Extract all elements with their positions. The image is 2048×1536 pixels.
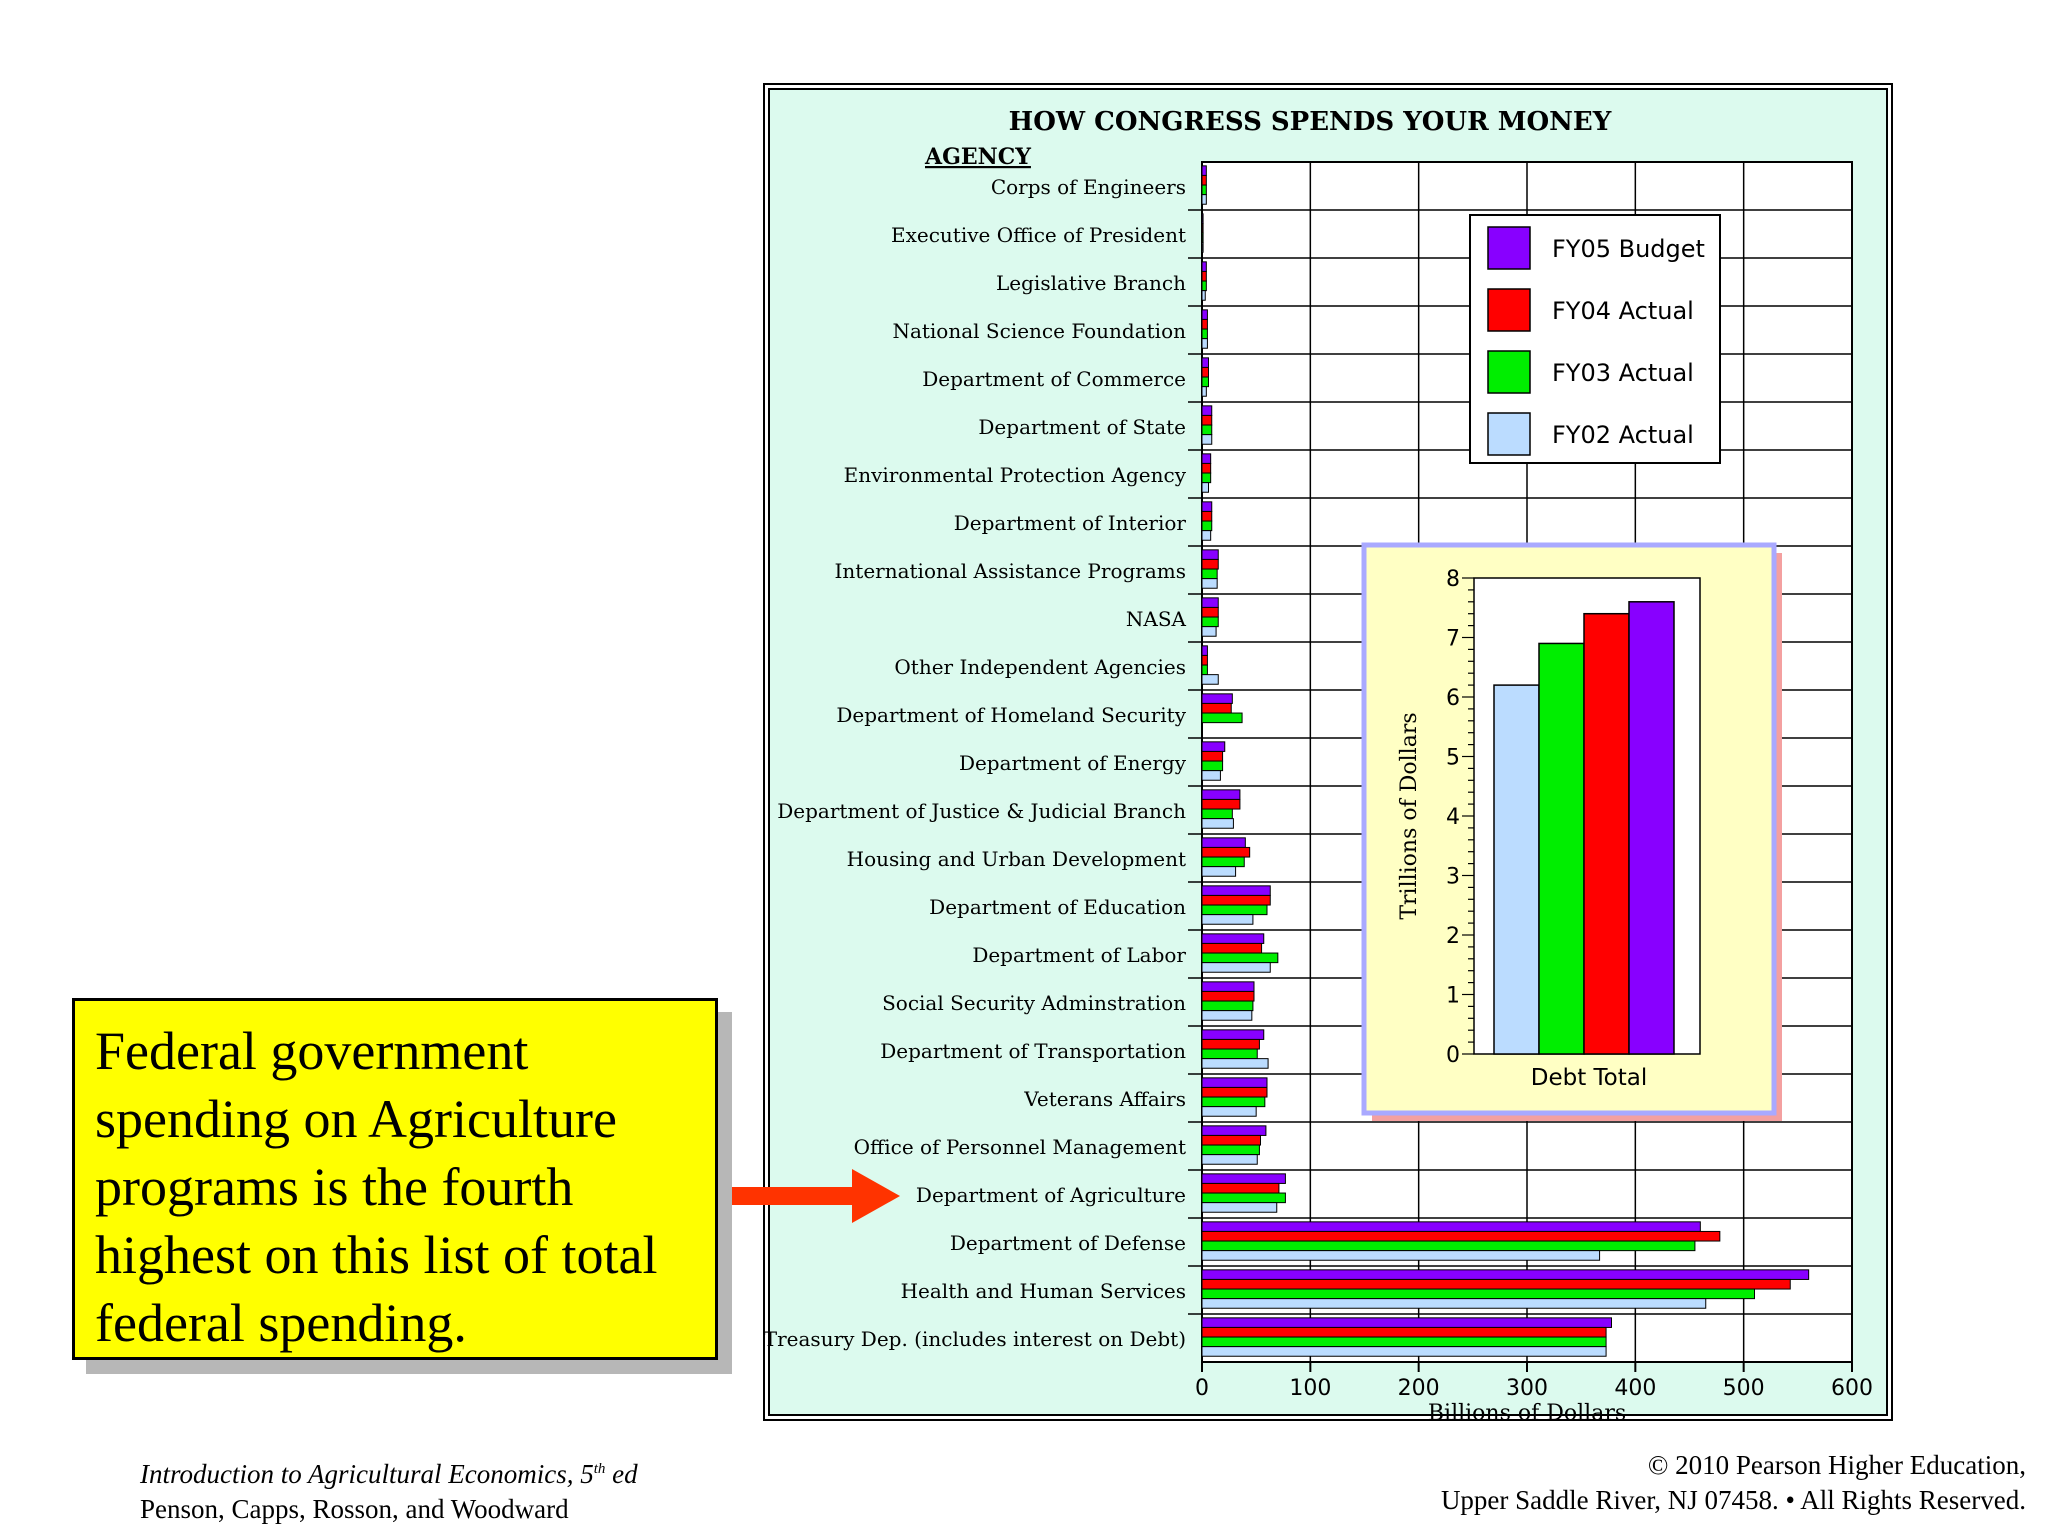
bar-fy05-budget-department-of-education <box>1202 886 1270 896</box>
bar-fy03-actual-department-of-commerce <box>1202 377 1209 387</box>
bar-fy04-actual-nasa <box>1202 607 1218 617</box>
category-label-department-of-education: Department of Education <box>929 895 1186 919</box>
legend-swatch-fy03-actual <box>1488 351 1530 393</box>
category-label-department-of-transportation: Department of Transportation <box>880 1039 1186 1063</box>
inset-y-tick-label: 4 <box>1446 805 1460 830</box>
x-tick-label: 0 <box>1195 1376 1209 1401</box>
bar-fy05-budget-department-of-transportation <box>1202 1030 1264 1040</box>
bar-fy05-budget-department-of-interior <box>1202 502 1212 512</box>
bar-fy04-actual-department-of-energy <box>1202 751 1223 761</box>
bar-fy05-budget-department-of-commerce <box>1202 358 1209 368</box>
bar-fy02-actual-department-of-commerce <box>1202 387 1206 397</box>
callout-text: Federal government spending on Agriculture programs is the fourth highest on this list of total federal spending. <box>95 1021 658 1353</box>
arrow-shaft <box>726 1187 856 1205</box>
x-tick-label: 500 <box>1722 1376 1765 1401</box>
bar-fy02-actual-department-of-state <box>1202 435 1212 445</box>
inset-bar-fy05-budget <box>1629 602 1674 1054</box>
x-tick-label: 600 <box>1831 1376 1873 1401</box>
category-label-veterans-affairs: Veterans Affairs <box>1024 1087 1186 1111</box>
bar-fy02-actual-executive-office-of-president <box>1202 243 1203 253</box>
x-tick-label: 400 <box>1614 1376 1657 1401</box>
bar-fy02-actual-department-of-agriculture <box>1202 1203 1277 1213</box>
category-label-department-of-commerce: Department of Commerce <box>922 367 1186 391</box>
bar-fy02-actual-department-of-education <box>1202 915 1253 925</box>
legend-label-fy04-actual: FY04 Actual <box>1552 297 1694 325</box>
bar-fy02-actual-nasa <box>1202 627 1216 637</box>
footer-copyright <box>1441 1448 2026 1518</box>
bar-fy03-actual-department-of-state <box>1202 425 1212 435</box>
bar-fy04-actual-department-of-justice-judicial-branch <box>1202 799 1240 809</box>
bar-fy03-actual-international-assistance-programs <box>1202 569 1217 579</box>
bar-fy03-actual-treasury-dep-includes-interest-on-debt <box>1202 1337 1606 1347</box>
bar-fy03-actual-veterans-affairs <box>1202 1097 1265 1107</box>
bar-fy04-actual-treasury-dep-includes-interest-on-debt <box>1202 1327 1606 1337</box>
category-label-department-of-homeland-security: Department of Homeland Security <box>836 703 1186 727</box>
copyright-line-1: © 2010 Pearson Higher Education, <box>1647 1450 2026 1480</box>
category-label-environmental-protection-agency: Environmental Protection Agency <box>843 463 1186 487</box>
category-label-health-and-human-services: Health and Human Services <box>900 1279 1186 1303</box>
category-label-department-of-energy: Department of Energy <box>958 751 1186 775</box>
inset-y-tick-label: 6 <box>1446 686 1460 711</box>
bar-fy03-actual-department-of-labor <box>1202 953 1278 963</box>
bar-fy04-actual-department-of-education <box>1202 895 1270 905</box>
bar-fy04-actual-international-assistance-programs <box>1202 559 1218 569</box>
legend-swatch-fy04-actual <box>1488 289 1530 331</box>
bar-fy05-budget-department-of-labor <box>1202 934 1264 944</box>
bar-fy02-actual-office-of-personnel-management <box>1202 1155 1257 1165</box>
footer-book-info <box>140 1452 638 1527</box>
bar-fy02-actual-department-of-defense <box>1202 1251 1600 1261</box>
bar-fy05-budget-housing-and-urban-development <box>1202 838 1245 848</box>
legend-label-fy05-budget: FY05 Budget <box>1552 235 1705 263</box>
category-label-legislative-branch: Legislative Branch <box>996 271 1186 295</box>
bar-fy05-budget-legislative-branch <box>1202 262 1206 272</box>
x-tick-label: 200 <box>1397 1376 1440 1401</box>
category-label-department-of-agriculture: Department of Agriculture <box>915 1183 1186 1207</box>
legend-label-fy02-actual: FY02 Actual <box>1552 421 1694 449</box>
category-label-department-of-interior: Department of Interior <box>953 511 1186 535</box>
bar-fy02-actual-environmental-protection-agency <box>1202 483 1209 493</box>
bar-fy04-actual-department-of-homeland-security <box>1202 703 1231 713</box>
bar-fy05-budget-treasury-dep-includes-interest-on-debt <box>1202 1318 1612 1328</box>
book-authors: Penson, Capps, Rosson, and Woodward <box>140 1494 569 1524</box>
bar-fy05-budget-department-of-energy <box>1202 742 1225 752</box>
legend-label-fy03-actual: FY03 Actual <box>1552 359 1694 387</box>
legend-swatch-fy02-actual <box>1488 413 1530 455</box>
bar-fy04-actual-corps-of-engineers <box>1202 175 1206 185</box>
bar-fy02-actual-department-of-labor <box>1202 963 1270 973</box>
bar-fy05-budget-environmental-protection-agency <box>1202 454 1211 464</box>
bar-fy05-budget-department-of-defense <box>1202 1222 1700 1232</box>
inset-y-tick-label: 3 <box>1446 864 1460 890</box>
bar-fy03-actual-department-of-interior <box>1202 521 1212 531</box>
category-label-department-of-defense: Department of Defense <box>949 1231 1186 1255</box>
bar-fy05-budget-nasa <box>1202 598 1218 608</box>
bar-fy03-actual-health-and-human-services <box>1202 1289 1755 1299</box>
bar-fy04-actual-social-security-adminstration <box>1202 991 1254 1001</box>
inset-bar-fy03-actual <box>1539 643 1584 1054</box>
category-label-office-of-personnel-management: Office of Personnel Management <box>853 1135 1186 1159</box>
inset-y-tick-label: 7 <box>1446 626 1460 652</box>
bar-fy03-actual-department-of-energy <box>1202 761 1223 771</box>
bar-fy05-budget-corps-of-engineers <box>1202 166 1206 176</box>
bar-fy04-actual-department-of-agriculture <box>1202 1183 1279 1193</box>
bar-fy05-budget-department-of-agriculture <box>1202 1174 1285 1184</box>
bar-fy04-actual-department-of-state <box>1202 415 1212 425</box>
bar-fy05-budget-department-of-state <box>1202 406 1212 416</box>
category-label-national-science-foundation: National Science Foundation <box>892 319 1186 343</box>
bar-fy03-actual-department-of-education <box>1202 905 1267 915</box>
bar-fy05-budget-department-of-homeland-security <box>1202 694 1232 704</box>
category-label-department-of-labor: Department of Labor <box>972 943 1186 967</box>
category-label-department-of-justice-judicial-branch: Department of Justice & Judicial Branch <box>777 799 1186 823</box>
bar-fy03-actual-department-of-justice-judicial-branch <box>1202 809 1232 819</box>
bar-fy02-actual-department-of-transportation <box>1202 1059 1268 1069</box>
bar-fy05-budget-other-independent-agencies <box>1202 646 1207 656</box>
bar-fy04-actual-national-science-foundation <box>1202 319 1207 329</box>
x-axis-label: Billions of Dollars <box>1427 1401 1627 1426</box>
bar-fy04-actual-other-independent-agencies <box>1202 655 1207 665</box>
bar-fy03-actual-other-independent-agencies <box>1202 665 1207 675</box>
legend-swatch-fy05-budget <box>1488 227 1530 269</box>
bar-fy02-actual-international-assistance-programs <box>1202 579 1217 589</box>
bar-fy04-actual-department-of-commerce <box>1202 367 1209 377</box>
category-label-department-of-state: Department of State <box>978 415 1186 439</box>
copyright-line-2: Upper Saddle River, NJ 07458. • All Rights Reserved. <box>1440 1485 2026 1515</box>
bar-fy04-actual-environmental-protection-agency <box>1202 463 1211 473</box>
bar-fy02-actual-social-security-adminstration <box>1202 1011 1252 1021</box>
book-title <box>140 1452 638 1492</box>
bar-fy03-actual-housing-and-urban-development <box>1202 857 1244 867</box>
bar-fy02-actual-housing-and-urban-development <box>1202 867 1236 877</box>
x-tick-label: 100 <box>1289 1376 1332 1401</box>
inset-y-tick-label: 5 <box>1446 745 1460 771</box>
bar-fy05-budget-national-science-foundation <box>1202 310 1207 320</box>
bar-fy04-actual-executive-office-of-president <box>1202 223 1203 233</box>
bar-fy02-actual-treasury-dep-includes-interest-on-debt <box>1202 1347 1606 1357</box>
category-label-executive-office-of-president: Executive Office of President <box>891 223 1186 247</box>
category-label-treasury-dep-includes-interest-on-debt: Treasury Dep. (includes interest on Debt) <box>763 1327 1186 1351</box>
category-label-social-security-adminstration: Social Security Adminstration <box>882 991 1186 1015</box>
bar-fy05-budget-veterans-affairs <box>1202 1078 1267 1088</box>
x-tick-label: 300 <box>1506 1376 1548 1401</box>
bar-fy03-actual-department-of-transportation <box>1202 1049 1257 1059</box>
book-edition-sup: th <box>593 1461 606 1477</box>
chart-title: HOW CONGRESS SPENDS YOUR MONEY <box>1008 107 1612 137</box>
bar-fy04-actual-department-of-defense <box>1202 1231 1720 1241</box>
bar-fy04-actual-office-of-personnel-management <box>1202 1135 1261 1145</box>
bar-fy04-actual-department-of-labor <box>1202 943 1262 953</box>
bar-fy03-actual-corps-of-engineers <box>1202 185 1206 195</box>
bar-fy03-actual-social-security-adminstration <box>1202 1001 1253 1011</box>
bar-fy05-budget-executive-office-of-president <box>1202 214 1203 224</box>
bar-fy02-actual-corps-of-engineers <box>1202 195 1206 205</box>
bar-fy02-actual-department-of-energy <box>1202 771 1220 781</box>
inset-category-label: Debt Total <box>1530 1065 1648 1091</box>
bar-fy04-actual-legislative-branch <box>1202 271 1206 281</box>
bar-fy02-actual-department-of-justice-judicial-branch <box>1202 819 1233 829</box>
inset-bar-fy02-actual <box>1494 685 1539 1054</box>
inset-bar-fy04-actual <box>1584 614 1629 1054</box>
category-label-other-independent-agencies: Other Independent Agencies <box>894 655 1186 679</box>
inset-y-axis-label: Trillions of Dollars <box>1397 712 1422 920</box>
bar-fy03-actual-department-of-defense <box>1202 1241 1695 1251</box>
category-label-international-assistance-programs: International Assistance Programs <box>834 559 1186 583</box>
inset-y-tick-label: 1 <box>1446 983 1460 1009</box>
category-label-nasa: NASA <box>1125 607 1186 631</box>
bar-fy04-actual-housing-and-urban-development <box>1202 847 1250 857</box>
debt-inset-chart <box>1364 545 1782 1121</box>
bar-fy05-budget-health-and-human-services <box>1202 1270 1809 1280</box>
bar-fy02-actual-other-independent-agencies <box>1202 675 1218 685</box>
bar-fy02-actual-veterans-affairs <box>1202 1107 1256 1117</box>
bar-fy03-actual-department-of-homeland-security <box>1202 713 1242 723</box>
book-edition-suffix: ed <box>605 1459 638 1489</box>
bar-fy04-actual-department-of-interior <box>1202 511 1212 521</box>
bar-fy03-actual-legislative-branch <box>1202 281 1206 291</box>
bar-fy03-actual-national-science-foundation <box>1202 329 1207 339</box>
bar-fy02-actual-health-and-human-services <box>1202 1299 1706 1309</box>
bar-fy03-actual-department-of-agriculture <box>1202 1193 1285 1203</box>
category-label-housing-and-urban-development: Housing and Urban Development <box>846 847 1186 871</box>
bar-fy03-actual-executive-office-of-president <box>1202 233 1203 243</box>
bar-fy02-actual-legislative-branch <box>1202 291 1205 301</box>
bar-fy02-actual-national-science-foundation <box>1202 339 1207 349</box>
bar-fy05-budget-international-assistance-programs <box>1202 550 1218 560</box>
bar-fy05-budget-social-security-adminstration <box>1202 982 1254 992</box>
inset-y-tick-label: 2 <box>1446 924 1460 949</box>
inset-y-tick-label: 8 <box>1446 567 1460 592</box>
inset-y-tick-label: 0 <box>1446 1043 1460 1068</box>
bar-fy04-actual-department-of-transportation <box>1202 1039 1259 1049</box>
callout-box <box>72 998 718 1360</box>
bar-fy04-actual-veterans-affairs <box>1202 1087 1267 1097</box>
bar-fy05-budget-department-of-justice-judicial-branch <box>1202 790 1240 800</box>
bar-fy03-actual-environmental-protection-agency <box>1202 473 1211 483</box>
category-label-corps-of-engineers: Corps of Engineers <box>990 175 1186 199</box>
book-title-text: Introduction to Agricultural Economics, 5 <box>140 1459 594 1489</box>
bar-fy03-actual-nasa <box>1202 617 1218 627</box>
bar-fy04-actual-health-and-human-services <box>1202 1279 1790 1289</box>
bar-fy03-actual-office-of-personnel-management <box>1202 1145 1259 1155</box>
agency-header: AGENCY <box>925 144 1031 170</box>
bar-fy05-budget-office-of-personnel-management <box>1202 1126 1266 1136</box>
bar-fy02-actual-department-of-interior <box>1202 531 1211 541</box>
